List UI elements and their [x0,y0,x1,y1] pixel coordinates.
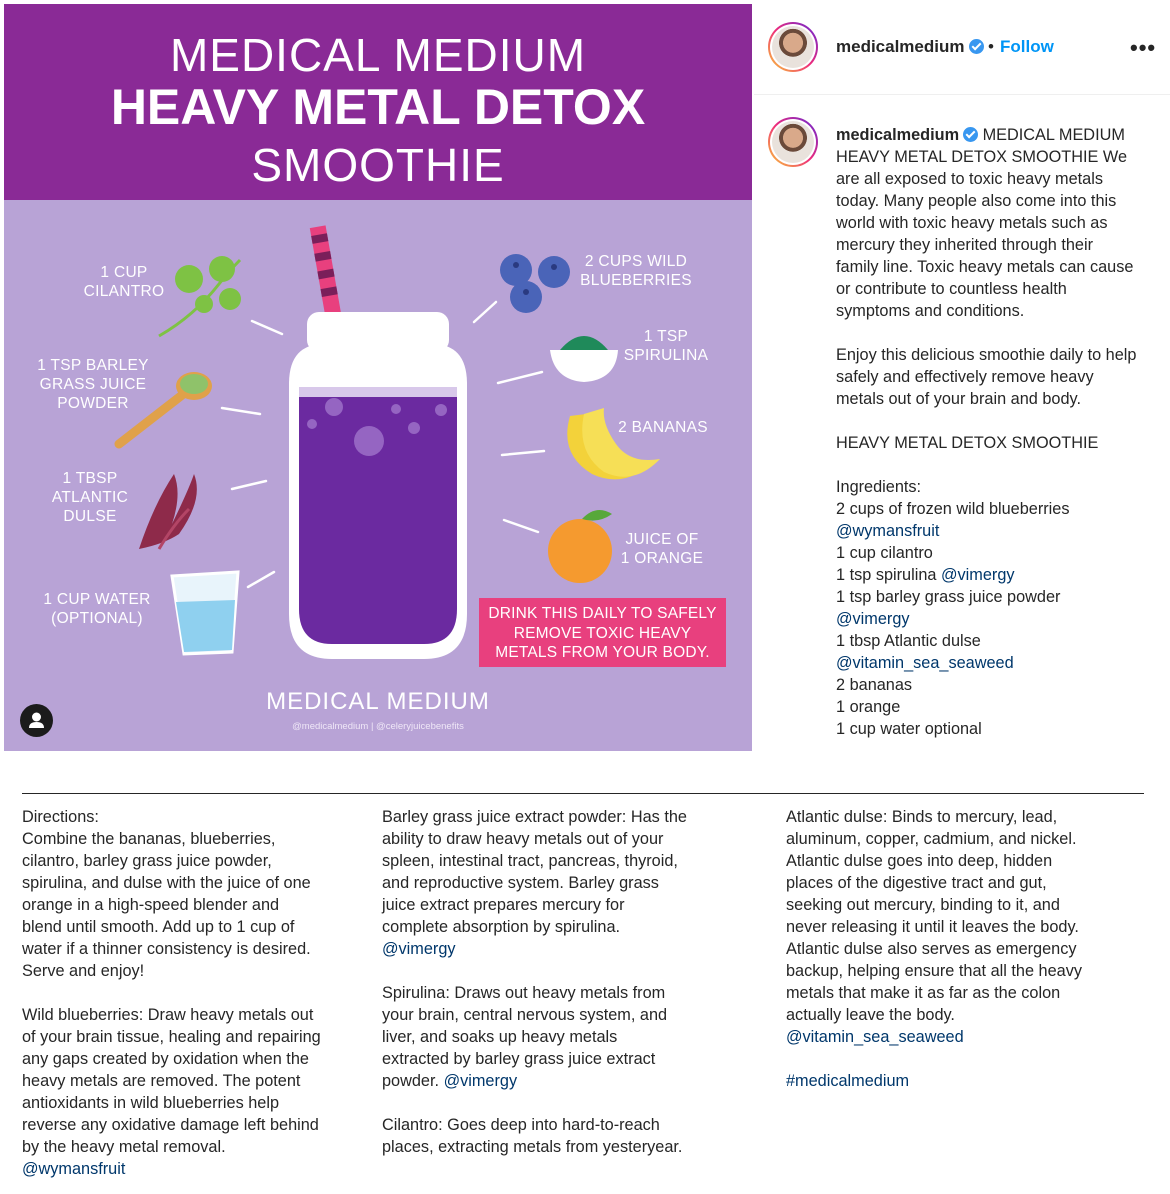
caption-paragraph-2: Enjoy this delicious smoothie daily to help safely and effectively remove heavy metals out of your brain and body. [836,346,1137,408]
mention-link[interactable]: @vimergy [941,566,1015,584]
label-spirulina: 1 TSP SPIRULINA [623,328,709,364]
ingredients-heading: Ingredients: [836,478,922,496]
blueberries-icon [500,254,570,313]
caption-column-3 [786,806,1086,1114]
blueberries-paragraph: Wild blueberries: Draw heavy metals out of your brain tissue, healing and repairing any gaps created by oxidation when the heavy metals are removed. The potent antioxidants in wild blueberries help reverse any oxidative damage left behind by the heavy metal removal. @wymansfruit [22,1006,321,1178]
header-username[interactable]: medicalmedium [836,37,984,57]
mention-link[interactable]: @vimergy [443,1072,518,1090]
directions-text: Combine the bananas, blueberries, cilantro, barley grass juice powder, spirulina, and dulse with the juice of one orange in a high-speed blender and blend until smooth. Add up to 1 cup of water if a thinner consistency is desired. Serve and enjoy! [22,830,311,980]
spirulina-bowl-icon [550,336,618,382]
caption-intro-text: MEDICAL MEDIUM HEAVY METAL DETOX SMOOTHIE We are all exposed to toxic heavy metals today. Many people also come into this world with toxic heavy metals such as mercury they inherited through their family line. Toxic heavy metals can cause or contribute to countless health symptoms and conditions. [836,126,1134,320]
ingredient-item: 2 cups of frozen wild blueberries [836,500,1070,518]
caption-username[interactable]: medicalmedium [836,126,960,144]
mention-link[interactable]: @wymansfruit [22,1160,126,1178]
label-cilantro: 1 CUP CILANTRO [83,264,165,300]
infographic-footer-handles: @medicalmedium | @celeryjuicebenefits [292,721,464,732]
label-water: 1 CUP WATER (OPTIONAL) [43,591,151,627]
caption-column-1 [22,806,322,1194]
infographic-title-line3: SMOOTHIE [251,139,505,191]
caption [836,124,1140,740]
label-dulse: 1 TBSP ATLANTIC DULSE [51,470,129,525]
mention-link[interactable]: @vitamin_sea_seaweed [836,654,1014,672]
mention-link[interactable]: @vitamin_sea_seaweed [786,1028,964,1046]
header-separator-dot: • [988,37,994,56]
infographic-banner [4,4,752,200]
post-header [754,0,1170,95]
straw-icon [310,225,342,318]
caption-column-2 [382,806,688,1180]
jar-icon [289,312,467,659]
mention-link[interactable]: @vimergy [836,610,910,628]
post-image[interactable] [4,4,752,751]
ingredient-item: 1 tsp barley grass juice powder [836,588,1061,606]
barley-paragraph: Barley grass juice extract powder: Has the ability to draw heavy metals out of your spleen, intestinal tract, pancreas, thyroid, and reproductive system. Barley grass juice extract prepares mercury for complete absorption by spirulina. @vimergy [382,808,687,958]
caption-paragraph-3: HEAVY METAL DETOX SMOOTHIE [836,434,1099,452]
user-tag-icon[interactable] [20,704,53,737]
infographic-title-line2: HEAVY METAL DETOX [110,79,646,135]
caption-intro [836,124,1140,322]
orange-icon [548,510,612,583]
label-barley: 1 TSP BARLEY GRASS JUICE POWDER [37,357,149,412]
caption-avatar[interactable] [768,117,818,167]
dulse-icon [139,474,197,549]
hashtag-link[interactable]: #medicalmedium [786,1072,910,1090]
divider [22,793,1144,794]
verified-badge-icon [963,127,978,142]
directions-heading: Directions: [22,808,99,826]
water-glass-icon [172,572,238,654]
dulse-paragraph: Atlantic dulse: Binds to mercury, lead, aluminum, copper, cadmium, and nickel. Atlantic dulse goes into deep, hidden places of the digestive tract and gut, seeking out mercury, binding to it, and never releasing it until it leaves the body. Atlantic dulse also serves as emergency backup, helping ensure that all the heavy metals that make it as far as the colon actually leave the body. [786,808,1082,1024]
infographic-title-line1: MEDICAL MEDIUM [169,29,587,81]
more-options-icon[interactable]: ••• [1130,35,1157,60]
label-bananas: 2 BANANAS [618,419,708,436]
mention-link[interactable]: @wymansfruit [836,522,940,540]
follow-button[interactable]: Follow [1000,37,1054,56]
label-blueberries: 2 CUPS WILD BLUEBERRIES [580,253,692,289]
cilantro-paragraph: Cilantro: Goes deep into hard-to-reach places, extracting metals from yesteryear. [382,1116,683,1156]
avatar[interactable] [768,22,818,72]
ingredient-item: 2 bananas [836,676,913,694]
verified-badge-icon [969,39,984,54]
ingredient-item: 1 tsp spirulina @vimergy [836,566,1015,584]
label-orange: JUICE OF 1 ORANGE [620,531,704,567]
drink-daily-box: DRINK THIS DAILY TO SAFELY REMOVE TOXIC HEAVY METALS FROM YOUR BODY. [479,598,726,667]
infographic-footer-brand: MEDICAL MEDIUM [266,688,490,715]
ingredient-item: 1 cup cilantro [836,544,933,562]
spirulina-paragraph: Spirulina: Draws out heavy metals from your brain, central nervous system, and liver, and soaks up heavy metals extracted by barley grass juice extract powder. @vimergy [382,984,668,1090]
ingredient-item: 1 tbsp Atlantic dulse [836,632,981,650]
ingredient-item: 1 cup water optional [836,720,982,738]
mention-link[interactable]: @vimergy [382,940,456,958]
ingredient-item: 1 orange [836,698,901,716]
